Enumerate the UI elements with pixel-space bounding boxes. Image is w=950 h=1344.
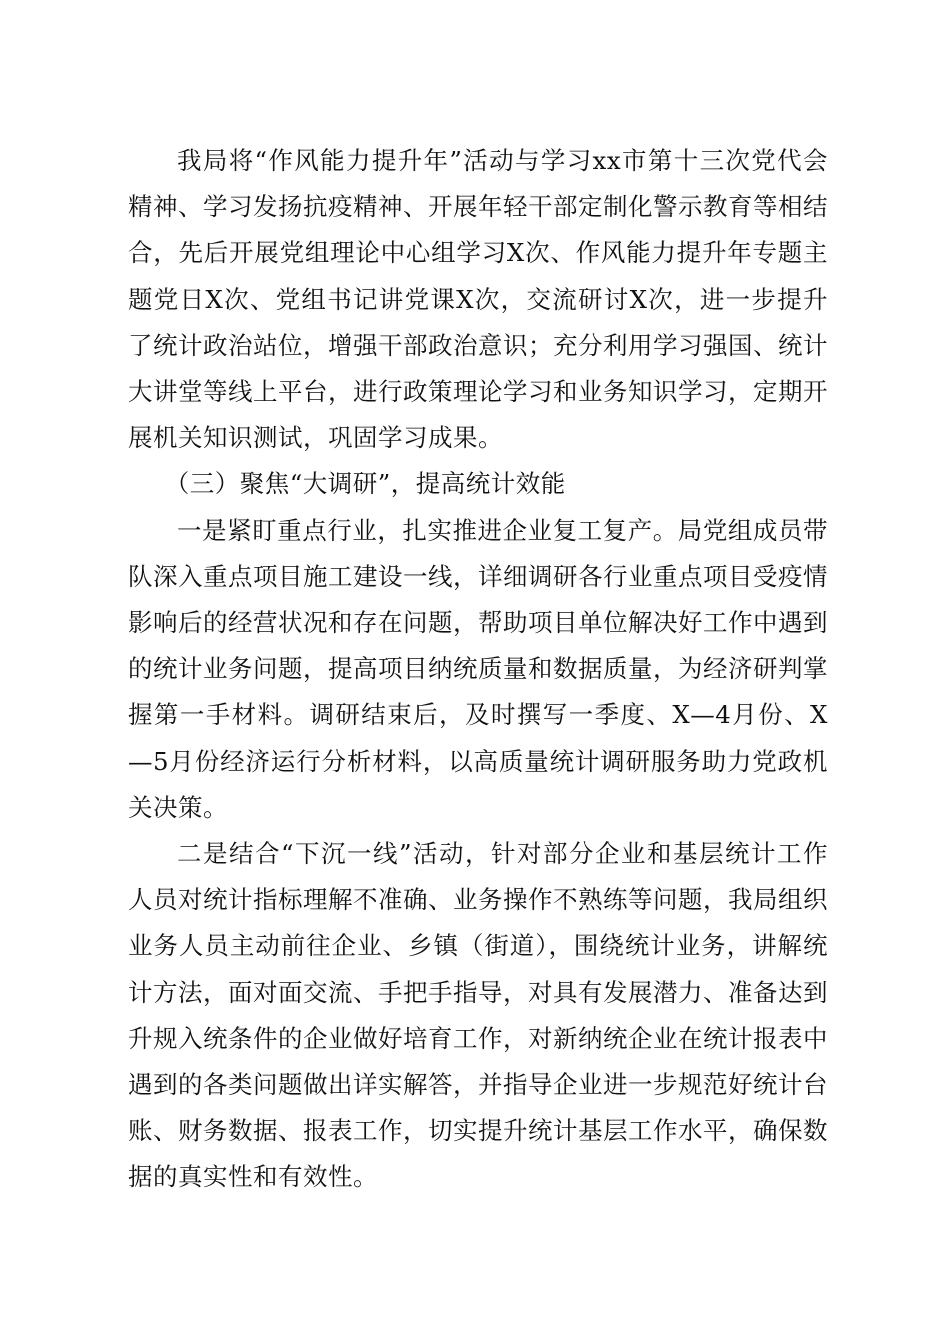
section-heading: （三）聚焦“大调研”，提高统计效能 (164, 469, 566, 499)
paragraph-grassroots-activity: 二是结合“下沉一线”活动，针对部分企业和基层统计工作人员对统计指标理解不准确、业务操作不熟练等问题，我局组织业务人员主动前往企业、乡镇（街道），围绕统计业务，讲解统计方法，面对面交流、手把手指导，对具有发展潜力、准备达到升规入统条件的企业做好培育工作，对新纳统企业在统计报表中遇到的各类问题做出详实解答，并指导企业进一步规范好统计台账、财务数据、报表工作，切实提升统计基层工作水平，确保数据的真实性和有效性。 (128, 839, 828, 1192)
paragraph-key-industries: 一是紧盯重点行业，扎实推进企业复工复产。局党组成员带队深入重点项目施工建设一线，详细调研各行业重点项目受疫情影响后的经营状况和存在问题，帮助项目单位解决好工作中遇到的统计业务问题，提高项目纳统质量和数据质量，为经济研判掌握第一手材料。调研结束后，及时撰写一季度、X—4月份、X—5月份经济运行分析材料，以高质量统计调研服务助力党政机关决策。 (128, 515, 828, 822)
paragraph-study-activities: 我局将“作风能力提升年”活动与学习xx市第十三次党代会精神、学习发扬抗疫精神、开展年轻干部定制化警示教育等相结合，先后开展党组理论中心组学习X次、作风能力提升年专题主题党日X次、党组书记讲党课X次，交流研讨X次，进一步提升了统计政治站位，增强干部政治意识；充分利用学习强国、统计大讲堂等线上平台，进行政策理论学习和业务知识学习，定期开展机关知识测试，巩固学习成果。 (128, 146, 828, 453)
document-body (128, 138, 828, 1201)
